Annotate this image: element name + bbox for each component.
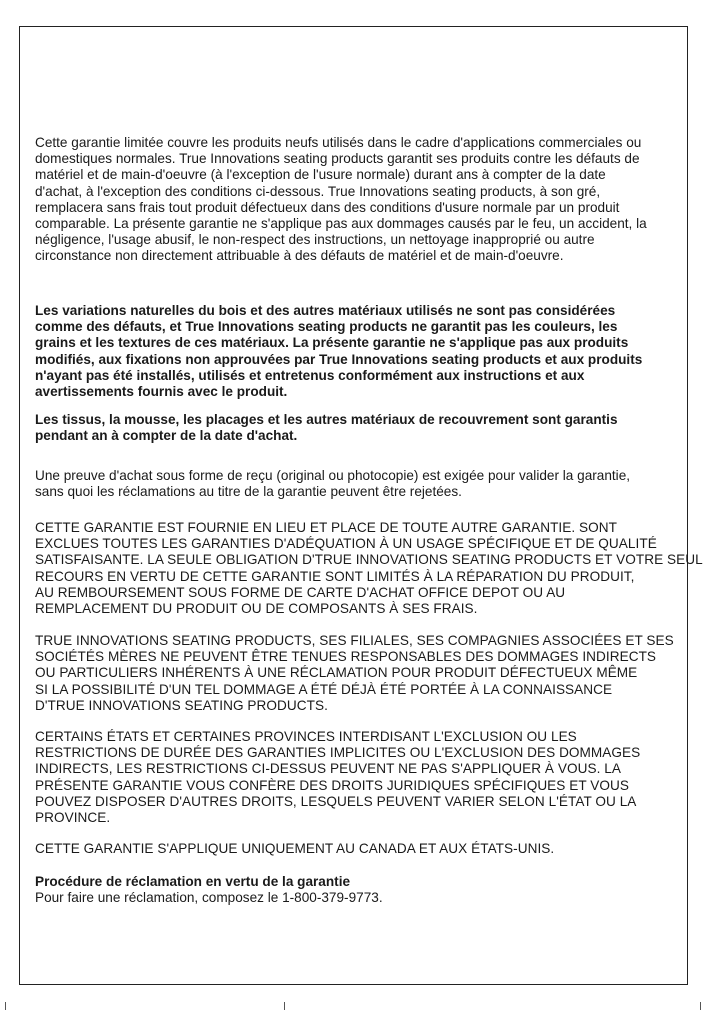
claim-procedure-section [35,874,685,906]
text-line: RESTRICTIONS DE DURÉE DES GARANTIES IMPLICITES OU L'EXCLUSION DES DOMMAGES [35,745,641,761]
text-line: avertissements fournis avec le produit. [35,384,288,400]
text-line: RECOURS EN VERTU DE CETTE GARANTIE SONT LIMITÉS À LA RÉPARATION DU PRODUIT, [35,568,635,584]
liability-paragraph [35,633,685,714]
text-line: OU PARTICULIERS INHÉRENTS À UNE RÉCLAMATION POUR PRODUIT DÉFECTUEUX MÊME [35,665,638,681]
text-line: EXCLUES TOUTES LES GARANTIES D'ADÉQUATION À UN USAGE SPÉCIFIQUE ET DE QUALITÉ [35,536,657,552]
text-line: PRÉSENTE GARANTIE VOUS CONFÈRE DES DROITS JURIDIQUES SPÉCIFIQUES ET VOUS [35,777,630,793]
text-line: Les tissus, la mousse, les placages et les autres matériaux de recouvrement sont garantis [35,412,618,427]
claim-procedure-text: Pour faire une réclamation, composez le 1-800-379-9773. [35,890,383,906]
territory-scope-line: CETTE GARANTIE S'APPLIQUE UNIQUEMENT AU CANADA ET AUX ÉTATS-UNIS. [35,841,555,856]
text-line: n'ayant pas été installés, utilisés et entretenus conformément aux instructions et aux [35,367,585,383]
crop-mark-right [700,1002,701,1010]
text-line: REMPLACEMENT DU PRODUIT OU DE COMPOSANTS À SES FRAIS. [35,601,478,617]
text-line: SATISFAISANTE. LA SEULE OBLIGATION D'TRUE INNOVATIONS SEATING PRODUCTS ET VOTRE SEUL [35,552,703,568]
text-line: PROVINCE. [35,810,111,826]
text-line: Les variations naturelles du bois et des autres matériaux utilisés ne sont pas considérées [35,303,616,318]
crop-mark-left [5,1002,6,1010]
text-line: INDIRECTS, LES RESTRICTIONS CI-DESSUS PEUVENT NE PAS S'APPLIQUER À VOUS. LA [35,761,621,777]
fabrics-warranty-paragraph [35,412,685,444]
states-provinces-paragraph [35,729,685,826]
text-line: CETTE GARANTIE EST FOURNIE EN LIEU ET PLACE DE TOUTE AUTRE GARANTIE. SONT [35,520,617,535]
text-line: POUVEZ DISPOSER D'AUTRES DROITS, LESQUELS PEUVENT VARIER SELON L'ÉTAT OU LA [35,793,637,809]
text-line: négligence, l'usage abusif, le non-respect des instructions, un nettoyage inapproprié ou autre [35,232,595,248]
text-line: remplacera sans frais tout produit défectueux dans des conditions d'usure normale par un produit [35,199,620,215]
text-line: pendant an à compter de la date d'achat. [35,428,298,444]
crop-mark-center [284,1002,285,1010]
warranty-intro-paragraph [35,135,685,265]
text-line: comme des défauts, et True Innovations seating products ne garantit pas les couleurs, les [35,319,618,335]
claim-procedure-heading: Procédure de réclamation en vertu de la garantie [35,874,351,889]
text-line: domestiques normales. True Innovations seating products garantit ses produits contre les défauts de [35,151,640,167]
exclusive-warranty-paragraph [35,520,703,617]
text-line: circonstance non directement attribuable à des défauts de matériel et de main-d'oeuvre. [35,248,564,264]
text-line: D'TRUE INNOVATIONS SEATING PRODUCTS. [35,697,328,713]
text-line: matériel et de main-d'oeuvre (à l'exception de l'usure normale) durant ans à compter de la date [35,167,606,183]
text-line: CERTAINS ÉTATS ET CERTAINES PROVINCES INTERDISANT L'EXCLUSION OU LES [35,729,577,744]
text-line: d'achat, à l'exception des conditions ci-dessous. True Innovations seating products, à son gré, [35,183,601,199]
text-line: Une preuve d'achat sous forme de reçu (original ou photocopie) est exigée pour valider la garantie, [35,468,631,483]
proof-of-purchase-paragraph [35,468,685,500]
text-line: AU REMBOURSEMENT SOUS FORME DE CARTE D'ACHAT OFFICE DEPOT OU AU [35,584,566,600]
text-line: Cette garantie limitée couvre les produits neufs utilisés dans le cadre d'applications commerciales ou [35,135,642,150]
text-line: SI LA POSSIBILITÉ D'UN TEL DOMMAGE A ÉTÉ DÉJÀ ÉTÉ PORTÉE À LA CONNAISSANCE [35,681,613,697]
text-line: sans quoi les réclamations au titre de la garantie peuvent être rejetées. [35,484,462,500]
text-line: comparable. La présente garantie ne s'applique pas aux dommages causés par le feu, un accident, la [35,216,647,232]
text-line: modifiés, aux fixations non approuvées par True Innovations seating products et aux produits [35,351,643,367]
territory-scope-text [35,841,685,857]
wood-variations-paragraph [35,303,685,400]
text-line: grains et les textures de ces matériaux. La présente garantie ne s'applique pas aux produits [35,335,629,351]
text-line: SOCIÉTÉS MÈRES NE PEUVENT ÊTRE TENUES RESPONSABLES DES DOMMAGES INDIRECTS [35,649,657,665]
text-line: TRUE INNOVATIONS SEATING PRODUCTS, SES FILIALES, SES COMPAGNIES ASSOCIÉES ET SES [35,633,674,648]
